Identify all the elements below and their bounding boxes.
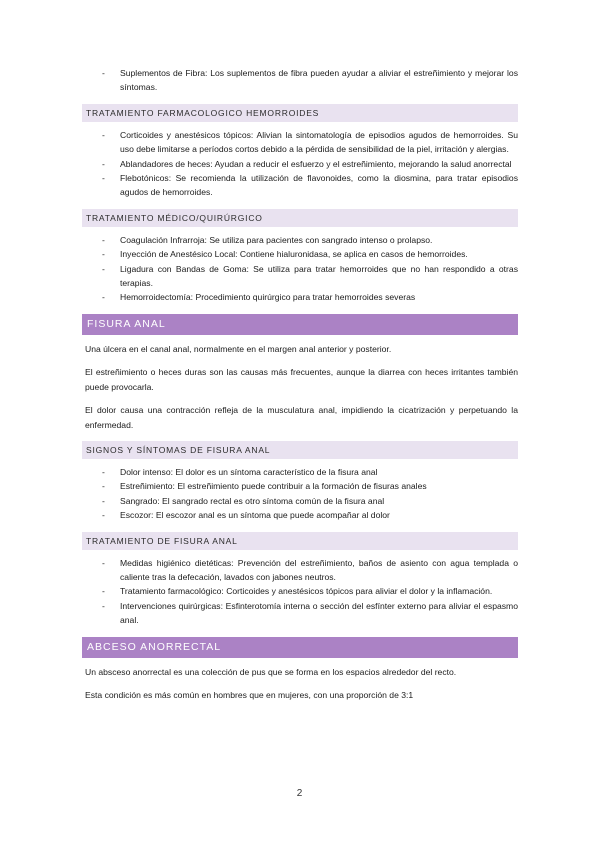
signos-list [82, 465, 518, 523]
tratamiento-farmacologico-list [82, 128, 518, 200]
section-heading-signos: SIGNOS Y SÍNTOMAS DE FISURA ANAL [82, 441, 518, 459]
section-heading-tratamiento-fisura: TRATAMIENTO DE FISURA ANAL [82, 532, 518, 550]
list-item: - Corticoides y anestésicos tópicos: Alivian la sintomatología de episodios agudos de hemorroides. Su uso debe limitarse a períodos cortos debido a la pérdida de sensibilidad de la piel, irritación y alergias. [82, 128, 518, 157]
tratamiento-fisura-list [82, 556, 518, 628]
list-item: - Coagulación Infrarroja: Se utiliza para pacientes con sangrado intenso o prolapso. [82, 233, 518, 247]
section-heading-tratamiento-medico: TRATAMIENTO MÉDICO/QUIRÚRGICO [82, 209, 518, 227]
list-item: - Suplementos de Fibra: Los suplementos de fibra pueden ayudar a aliviar el estreñimiento y mejorar los síntomas. [82, 66, 518, 95]
list-item: - Estreñimiento: El estreñimiento puede contribuir a la formación de fisuras anales [82, 479, 518, 493]
list-item: - Ligadura con Bandas de Goma: Se utiliza para tratar hemorroides que no han respondido a otras terapias. [82, 262, 518, 291]
list-item: - Escozor: El escozor anal es un síntoma que puede acompañar al dolor [82, 508, 518, 522]
page-number: 2 [296, 788, 303, 799]
list-item: - Inyección de Anestésico Local: Contiene hialuronidasa, se aplica en casos de hemorroides. [82, 247, 518, 261]
paragraph: Un absceso anorrectal es una colección de pus que se forma en los espacios alrededor del recto. [85, 666, 457, 677]
page-content [82, 66, 518, 711]
paragraph: Esta condición es más común en hombres que en mujeres, con una proporción de 3:1 [85, 689, 414, 700]
list-item: - Tratamiento farmacológico: Corticoides y anestésicos tópicos para aliviar el dolor y la inflamación. [82, 584, 518, 598]
list-item: - Intervenciones quirúrgicas: Esfinterotomía interna o sección del esfínter externo para aliviar el espasmo anal. [82, 599, 518, 628]
paragraph: El estreñimiento o heces duras son las causas más frecuentes, aunque la diarrea con heces irritantes también puede provocarla. [85, 367, 518, 392]
list-item: - Sangrado: El sangrado rectal es otro síntoma común de la fisura anal [82, 494, 518, 508]
list-item: - Dolor intenso: El dolor es un síntoma característico de la fisura anal [82, 465, 518, 479]
list-item: - Ablandadores de heces: Ayudan a reducir el esfuerzo y el estreñimiento, mejorando la salud anorrectal [82, 157, 518, 171]
paragraph: El dolor causa una contracción refleja de la musculatura anal, impidiendo la cicatrización y perpetuando la enfermedad. [85, 405, 518, 430]
list-item: - Medidas higiénico dietéticas: Prevención del estreñimiento, baños de asiento con agua templada o caliente tras la defecación, lavados con jabones neutros. [82, 556, 518, 585]
section-heading-tratamiento-farmacologico: TRATAMIENTO FARMACOLOGICO HEMORROIDES [82, 104, 518, 122]
list-item: - Hemorroidectomía: Procedimiento quirúrgico para tratar hemorroides severas [82, 290, 518, 304]
section-heading-absceso: ABCESO ANORRECTAL [82, 637, 518, 658]
paragraph: Una úlcera en el canal anal, normalmente en el margen anal anterior y posterior. [85, 343, 392, 354]
fiber-supplements-list [82, 66, 518, 95]
section-heading-fisura-anal: FISURA ANAL [82, 314, 518, 335]
tratamiento-medico-list [82, 233, 518, 305]
list-item: - Flebotónicos: Se recomienda la utilización de flavonoides, como la diosmina, para tratar episodios agudos de hemorroides. [82, 171, 518, 200]
